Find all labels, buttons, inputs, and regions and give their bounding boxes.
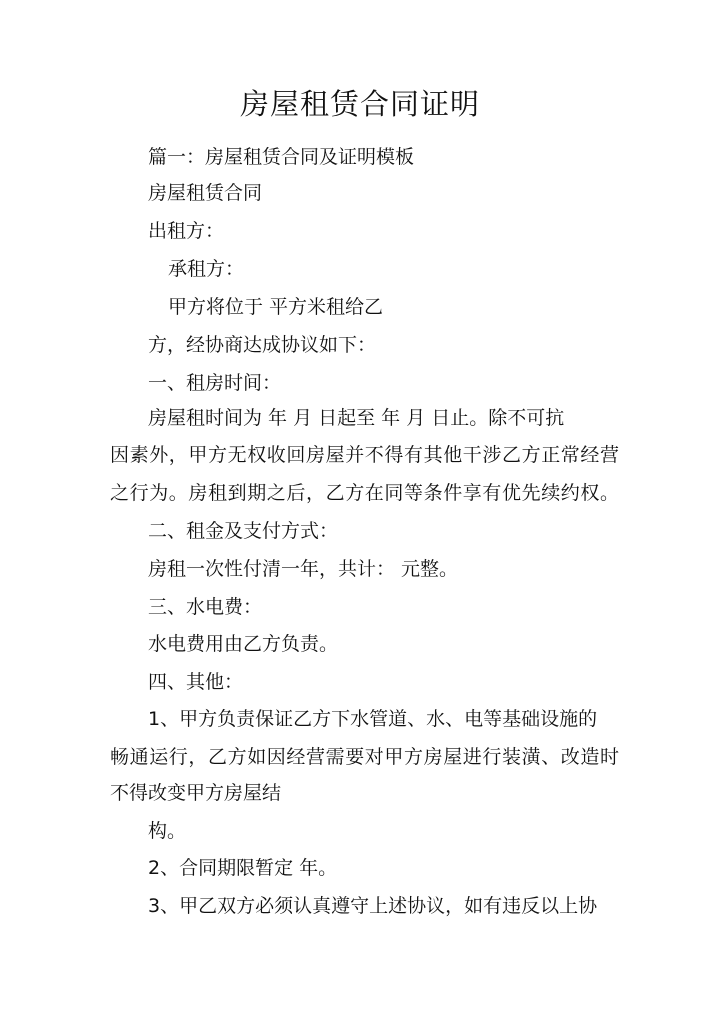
text-line-other-3: 不得改变甲方房屋结: [110, 782, 282, 804]
text-line-rental-period-3: 之行为。房租到期之后，乙方在同等条件享有优先续约权。: [110, 482, 620, 504]
text-line-heading-utilities: 三、水电费：: [148, 596, 263, 618]
text-line-rent-payment: 房租一次性付清一年，共计： 元整。: [148, 558, 459, 580]
text-line-contract-heading: 房屋租赁合同: [148, 182, 263, 204]
text-line-heading-rental-period: 一、租房时间：: [148, 372, 282, 394]
text-line-agreement-intro: 方，经协商达成协议如下：: [148, 334, 377, 356]
text-line-lessor: 出租方：: [148, 220, 225, 242]
text-line-rental-period-1: 房屋租时间为 年 月 日起至 年 月 日止。除不可抗: [148, 407, 565, 429]
text-line-utilities: 水电费用由乙方负责。: [148, 633, 339, 655]
text-line-premises: 甲方将位于 平方米租给乙: [168, 296, 384, 318]
text-line-heading-rent-payment: 二、租金及支付方式：: [148, 520, 339, 542]
text-line-compliance: 3、甲乙双方必须认真遵守上述协议，如有违反以上协: [148, 895, 598, 917]
text-line-contract-term: 2、合同期限暂定 年。: [148, 857, 338, 879]
text-line-rental-period-2: 因素外，甲方无权收回房屋并不得有其他干涉乙方正常经营: [110, 444, 620, 466]
document-title: 房屋租赁合同证明: [239, 87, 480, 121]
text-line-heading-other: 四、其他：: [148, 671, 244, 693]
text-line-section-title: 篇一：房屋租赁合同及证明模板: [148, 146, 415, 168]
text-line-other-1: 1、甲方负责保证乙方下水管道、水、电等基础设施的: [148, 708, 598, 730]
text-line-other-4: 构。: [148, 820, 187, 842]
text-line-other-2: 畅通运行，乙方如因经营需要对甲方房屋进行装潢、改造时: [110, 746, 620, 768]
text-line-lessee: 承租方：: [168, 258, 245, 280]
